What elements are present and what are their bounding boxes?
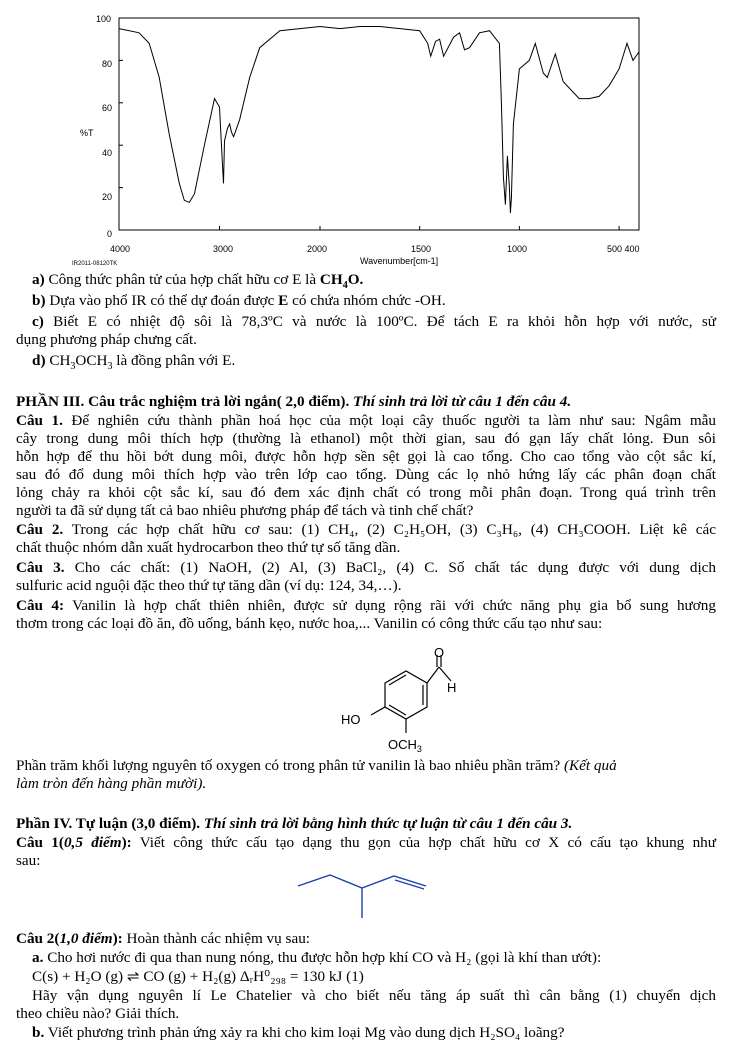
ir-transmittance-line bbox=[119, 27, 639, 214]
question-4-1-cont: sau: bbox=[16, 852, 41, 869]
vanillin-och3-label: $OCH_3$ bbox=[388, 737, 422, 754]
question-4-1: Câu 1(0,5 điểm): Viết công thức cấu tạo dạng thu gọn của hợp chất hữu cơ X có cấu tạo khung như bbox=[16, 834, 716, 851]
y-tick-marks bbox=[119, 18, 123, 230]
part4-heading: Phần IV. Tự luận (3,0 điểm). Thí sinh trả lời bằng hình thức tự luận từ câu 1 đến câu 3. bbox=[16, 815, 573, 832]
question-3-4-ask-cont: làm tròn đến hàng phần mười). bbox=[16, 775, 207, 792]
y-tick-label-40: 40 bbox=[102, 148, 113, 158]
y-tick-label-0: 0 bbox=[107, 229, 113, 239]
x-tick-label-1500: 1500 bbox=[411, 244, 432, 254]
x-tick-label-500-400: 500 400 bbox=[607, 244, 640, 254]
question-4-2b: b. Viết phương trình phản ứng xảy ra khi cho kim loại Mg vào dung dịch H₂SO₄ loãng? bbox=[32, 1024, 565, 1041]
x-tick-label-3000: 3000 bbox=[213, 244, 234, 254]
x-axis-label: Wavenumber[cm-1] bbox=[360, 256, 439, 266]
statement-c-cont: dụng phương pháp chưng cất. bbox=[16, 331, 197, 348]
equation-1: C(s) + H₂O (g) ⇌ CO (g) + H₂(g) ΔᵣH⁰₂₉₈ = 130 kJ (1) bbox=[32, 968, 364, 985]
chart-frame bbox=[119, 18, 639, 230]
vanillin-ho-label: HO bbox=[341, 712, 361, 727]
spectrum-source-code: IR2011-08120TK bbox=[72, 261, 118, 267]
question-4-2a-ask: Hãy vận dụng nguyên lí Le Chatelier và cho biết nếu tăng áp suất thì cân bằng (1) chuyển dịch bbox=[32, 987, 716, 1004]
y-axis-label: %T bbox=[80, 128, 94, 138]
x-tick-label-1000: 1000 bbox=[507, 244, 528, 254]
vanillin-structure bbox=[325, 645, 475, 757]
vanillin-h-label: H bbox=[447, 680, 457, 695]
statement-c: c) Biết E có nhiệt độ sôi là 78,3ºC và nước là 100ºC. Để tách E ra khỏi hỗn hợp với nước, sử bbox=[32, 313, 716, 330]
question-4-2: Câu 2(1,0 điểm): Hoàn thành các nhiệm vụ sau: bbox=[16, 930, 311, 947]
y-tick-label-100: 100 bbox=[96, 14, 112, 24]
y-tick-label-60: 60 bbox=[102, 103, 113, 113]
part3-heading: PHẦN III. Câu trắc nghiệm trả lời ngắn( 2,0 điểm). Thí sinh trả lời từ câu 1 đến câu 4. bbox=[16, 393, 572, 410]
y-tick-label-80: 80 bbox=[102, 59, 113, 69]
statement-d: d) $CH_3OCH_3$ là đồng phân với E. bbox=[32, 352, 236, 373]
ir-spectrum-chart bbox=[0, 0, 730, 270]
statement-b: b) Dựa vào phổ IR có thể dự đoán được E có chứa nhóm chức -OH. bbox=[32, 292, 446, 309]
question-3-4-ask: Phần trăm khối lượng nguyên tố oxygen có trong phân tử vanilin là bao nhiêu phần trăm? (Kết quả bbox=[16, 757, 617, 774]
statement-a: a) Công thức phân tử của hợp chất hữu cơ E là $CH_4O$. bbox=[32, 271, 364, 292]
x-tick-marks bbox=[119, 226, 639, 230]
x-tick-label-4000: 4000 bbox=[110, 244, 131, 254]
question-4-2a-ask-cont: theo chiều nào? Giải thích. bbox=[16, 1005, 180, 1022]
x-tick-label-2000: 2000 bbox=[307, 244, 328, 254]
vanillin-o-label: O bbox=[434, 645, 445, 660]
question-4-2a: a. Cho hơi nước đi qua than nung nóng, thu được hỗn hợp khí CO và H₂ (gọi là khí than ướt): bbox=[32, 949, 602, 966]
skeletal-structure-x bbox=[290, 866, 440, 926]
y-tick-label-20: 20 bbox=[102, 192, 113, 202]
